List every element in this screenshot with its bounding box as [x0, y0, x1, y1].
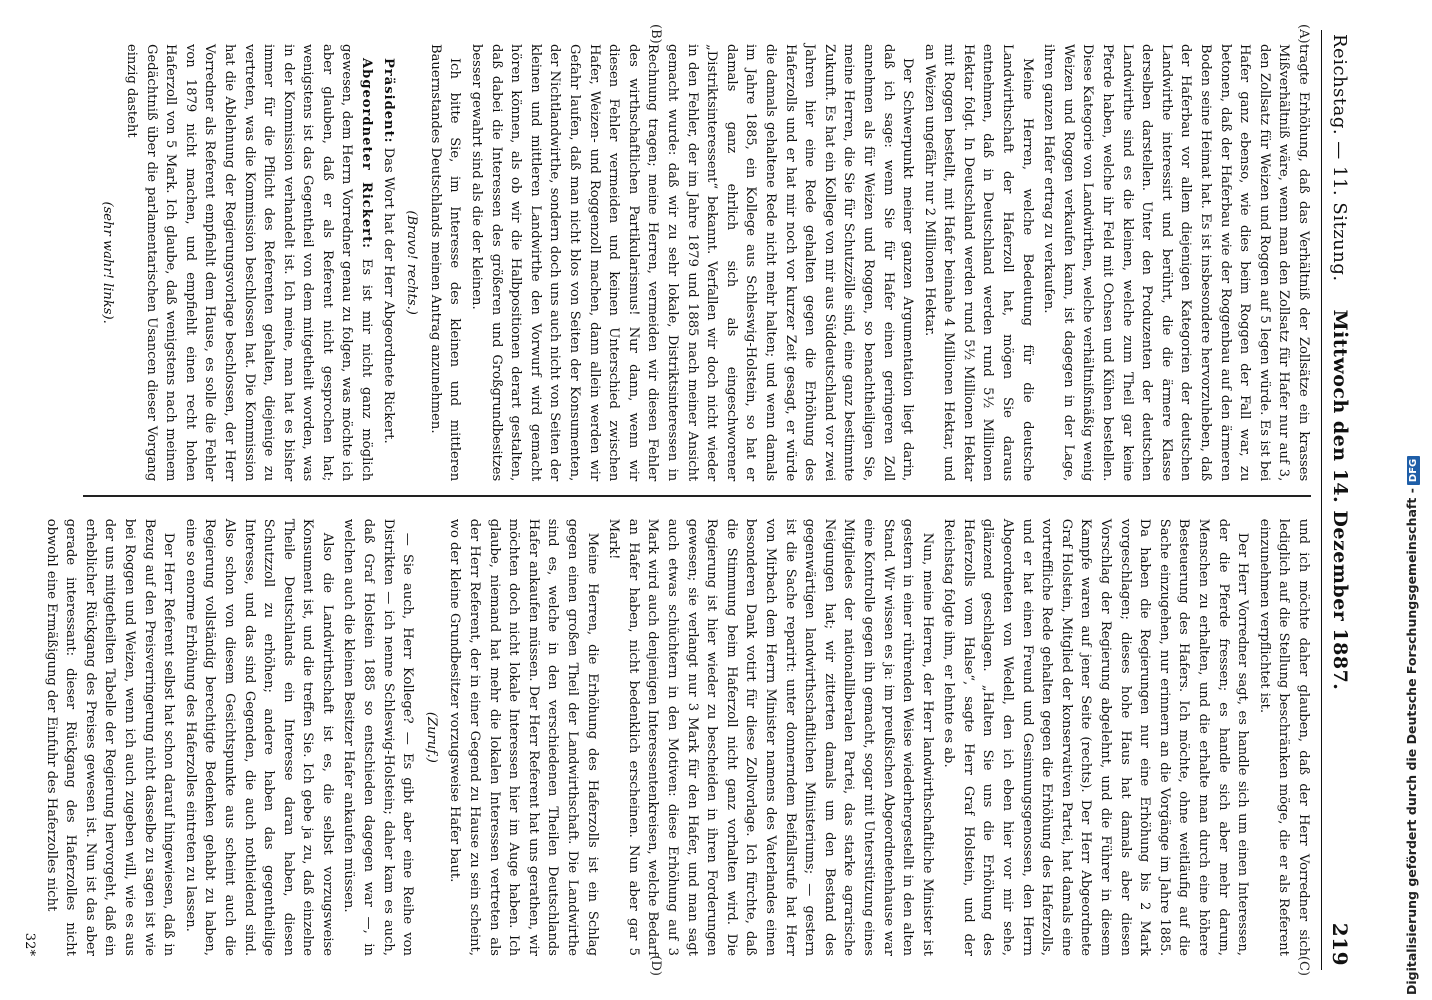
paragraph: tragte Erhöhung, daß das Verhältniß der Zollsätze ein krasses Mißverhältniß wäre, wenn man den Zollsatz für Hafer nur auf 3, den Zollsatz für Weizen und Roggen auf 5 legen würde. Es ist bei Hafer ganz ebenso, wie dies beim Roggen der Fall war, zu betonen, daß der Haferbau wie der Roggenbau auf den ärmeren Boden seine Heimat hat. Es ist insbesondere hervorzuheben, daß der Haferbau vor allem diejenigen Kategorien der deutschen Landwirthe interessirt und berührt, die die ärmere Klasse derselben darstellen. Unter den Produzenten der deutschen Landwirthe sind es die kleinen, welche zum Theil gar keine Pferde haben, welche ihr Feld mit Ochsen und Kühen bestellen. Diese Kategorie von Landwirthen, welche verhältnißmäßig wenig Weizen und Roggen verkaufen kann, ist dagegen in der Lage, ihren ganzen Hafer ertrag zu verkaufen.	[1041, 44, 1311, 482]
speaker-name: Abgeordneter Rickert:	[359, 58, 375, 249]
dfg-funding-label	[1404, 5, 1420, 995]
paragraph: Meine Herren, welche Bedeutung für die deutsche Landwirthschaft der Haferzoll hat, mögen Sie daraus entnehmen, daß in Deutschland werden rund 5½ Millionen Hektar folgt. In Deutschland werden rund 5½ Millionen Hektar mit Roggen bestellt, mit Hafer beinahe 4 Millionen Hektar, und an Weizen ungefähr nur 2 Millionen Hektar.	[921, 44, 1035, 482]
dfg-badge: DFG	[1407, 456, 1420, 485]
paragraph: Der Herr Referent selbst hat schon darauf hingewiesen, daß in Bezug auf den Preisverringerung nicht dasselbe zu sagen ist wie bei Roggen und Weizen, wenn ich auch zugeben will, wie es aus der uns mitgetheilten Tabelle der Regierung hervorgeht, daß ein erheblicher Rückgang des Preises gewesen ist. Nun ist das aber gerade interessant: dieser Rückgang des Haferzolles nicht obwohl eine Ermäßigung der Einfuhr des Haferzolles nicht	[43, 518, 177, 956]
dfg-text: Digitalisierung gefördert durch die Deutsche Forschungsgemeinschaft -	[1404, 488, 1419, 995]
header-date: Mittwoch den 14. Dezember 1887.	[1329, 309, 1351, 691]
paragraph: und ich möchte daher glauben, daß der Herr Vorredner sich lediglich auf die Stellung beschränken möge, die er als Referent einzunehmen verpflichtet ist.	[1256, 518, 1311, 956]
page-number: 219	[1328, 922, 1352, 966]
signature-number: 32*	[22, 932, 37, 956]
left-column	[43, 24, 1313, 495]
margin-marker-c: (C)	[1296, 955, 1311, 976]
right-column	[22, 497, 1313, 976]
margin-marker-d: (D)	[648, 955, 663, 976]
statement-text: Das Wort hat der Herr Abgeordnete Rickert.	[380, 147, 396, 444]
applause-note: (Bravo! rechts.)	[404, 210, 420, 315]
margin-marker-b: (B)	[648, 24, 663, 44]
scanned-page	[22, 0, 1380, 1000]
interjection-note: (Zuruf.)	[423, 711, 439, 763]
paragraph: — Sie auch, Herr Kollege? — Es gibt aber eine Reihe von Distrikten — ich nenne Schleswig-Holstein; daher kam es auch, daß Graf Holstein 1885 so entschieden dagegen war —, in welchen auch die kleinen Besitzer Hafer ankaufen müssen.	[341, 518, 416, 956]
closing-note: (sehr wahr! links).	[100, 201, 116, 324]
president-statement	[378, 44, 398, 481]
paragraph: Der Herr Vorredner sagt, es handle sich um einen Interessen, der die Pferde fressen; es handle sich aber mehr darum, Menschen zu erhalten, und die erhalte man durch eine höhere Besteuerung des Hafers. Ich möchte, ohne weitläufig auf die Sache einzugehen, nur erinnern an die Vorgänge im Jahre 1885. Da haben die Regierungen nur eine Erhöhung bis 2 Mark vorgeschlagen; dieses hohe Haus hat damals aber diesen Vorschlag der Regierung abgelehnt, und die Führer in diesem Kampfe waren auf jener Seite (rechts). Der Herr Abgeordnete Graf Holstein, Mitglied der konservativen Partei, hat damals eine vortreffliche Rede gehalten gegen die Erhöhung des Haferzolls, und er hat einen Freund und Gesinnungsgenossen, den Herrn Abgeordneten von Wedell, den ich eben hier vor mir sehe, glänzend geschlagen. „Halten Sie uns die Erhöhung des Haferzolls vom Halse“, sagte Herr Graf Holstein, und der Reichstag folgte ihm, er lehnte es ab.	[941, 518, 1251, 956]
header-session: Reichstag. — 11. Sitzung.	[1329, 34, 1351, 282]
paragraph: Meine Herren, die Erhöhung des Haferzolls ist ein Schlag gegen einen großen Theil der Landwirthschaft. Die Landwirthe sind es, welche in den verschiedenen Theilen Deutschlands Hafer ankaufen müssen. Der Herr Referent hat uns gerathen, wir möchten doch nicht lokale Interessen hier im Auge haben. Ich glaube, niemand hat mehr die lokalen Interessen vertreten als der Herr Referent, der in einer Gegend zu Hause zu sein scheint, wo der kleine Grundbesitzer vorzugsweise Hafer baut.	[447, 518, 600, 956]
statement-text: Es ist mir nicht ganz möglich gewesen, dem Herrn Vorredner genau zu folgen, was möchte ich aber glauben, daß er als Referent nicht gesprochen hat; wenigstens ist das Gegentheil von dem mitgetheilt worden, was in der Kommission verhandelt ist. Ich meine, man hat es bisher immer für die Pflicht des Referenten gehalten, diejenige zu vertreten, was die Kommission beschlossen hat. Die Kommission hat die Ablehnung der Regierungsvorlage beschlossen, der Herr Vorredner als Referent empfiehlt dem Hause, es solle die Fehler von 1879 nicht machen, und empfiehlt einen recht hohen Haferzoll von 5 Mark. Ich glaube, daß wenigstens nach meinem Gedächtniß über die parlamentarischen Usancen dieser Vorgang einzig dasteht	[123, 44, 375, 482]
paragraph: Der Schwerpunkt meiner ganzen Argumentation liegt darin, daß ich sage: wenn Sie für Hafer einen geringeren Zoll annehmen als für Weizen und Roggen, so benachtheiligen Sie, meine Herren, die Sie für Schutzzölle sind, eine ganz bestimmte Zukunft. Es hat ein Kollege von mir aus Süddeutschland vor zwei Jahren hier eine Rede gehalten gegen die Erhöhung des Haferzolls und er hat mir noch vor kurzer Zeit gesagt, er würde die damals gehaltene Rede nicht mehr halten; und wenn damals im Jahre 1885, ein Kollege aus Schleswig-Holstein, so hat er damals ganz ehrlich sich als eingeschworener „Distriktsinteressent“ bekannt. Verfallen wir doch nicht wieder in den Fehler, der im Jahre 1879 und 1885 nach meiner Ansicht gemacht wurde: daß wir zu sehr lokale, Distriktsinteressen in Rechnung tragen; meine Herren, vermeiden wir diesen Fehler des wirthschaftlichen Partikularismus! Nur dann, wenn wir diesen Fehler vermeiden und keinen Unterschied zwischen Hafer, Weizen- und Roggenzoll machen, dann allein werden wir Gefahr laufen, daß man nicht blos von Seiten der Konsumenten, der Nichtlandwirthe, sondern doch uns auch nicht von Seiten der kleinen und mittleren Landwirthe den Vorwurf wird gemacht hören können, als ob wir die Halbpositionen derart gestalten, daß dabei die Interessen des größeren und Großgrundbesitzes besser gewahrt sind als die der kleinen.	[469, 44, 916, 482]
rickert-statement	[121, 44, 376, 481]
margin-marker-a: (A)	[1296, 24, 1311, 44]
text-columns	[22, 24, 1313, 976]
paragraph: Also die Landwirthschaft ist es, die selbst vorzugsweise Konsument ist, und die treffen Sie. Ich gebe ja zu, daß einzelne Theile Deutschlands ein Interesse daran haben, diesen Schutzzoll zu erhöhen; andere haben das gegentheilige Interesse, und das sind Gegenden, die auch nothleidend sind. Also schon von diesem Gesichtspunkte aus scheint auch die Regierung vollständig berechtigte Bedenken gehabt zu haben, eine so enorme Erhöhung des Haferzolles eintreten zu lassen.	[182, 518, 335, 956]
page-header	[1321, 30, 1358, 970]
paragraph: Nun, meine Herren, der Herr landwirthschaftliche Minister ist gestern in einer rührenden Weise wiederhergestellt in den alten Stand. Wir wissen es ja: im preußischen Abgeordnetenhause war eine Kontrolle gegen ihn gemacht, sogar mit Unterstützung eines Mitgliedes der nationalliberalen Partei, das starke agrarische Neigungen hat; wir zitterten damals um den Bestand des gegenwärtigen landwirthschaftlichen Ministeriums; — gestern ist die Sache reparirt: unter donnerndem Beifallsrufe hat Herr von Mirbach dem Herrn Minister namens des Vaterlandes einen besonderen Dank votirt für diese Zollvorlage. Ich fürchte, daß die Stimmung beim Haferzoll nicht ganz vorhalten wird. Die Regierung ist hier wieder zu bescheiden in ihren Forderungen gewesen; sie verlangt nur 3 Mark für den Hafer, und man sagt auch etwas schüchtern in den Motiven: diese Erhöhung auf 3 Mark wird auch denjenigen Interessentenkreisen, welche Bedarf an Hafer haben, nicht bedenklich erscheinen. Nun aber gar 5 Mark!	[606, 518, 935, 956]
speaker-name: Präsident:	[380, 58, 396, 144]
paragraph: Ich bitte Sie, im Interesse des kleinen und mittleren Bauernstandes Deutschlands meinen Antrag anzunehmen.	[427, 44, 463, 482]
